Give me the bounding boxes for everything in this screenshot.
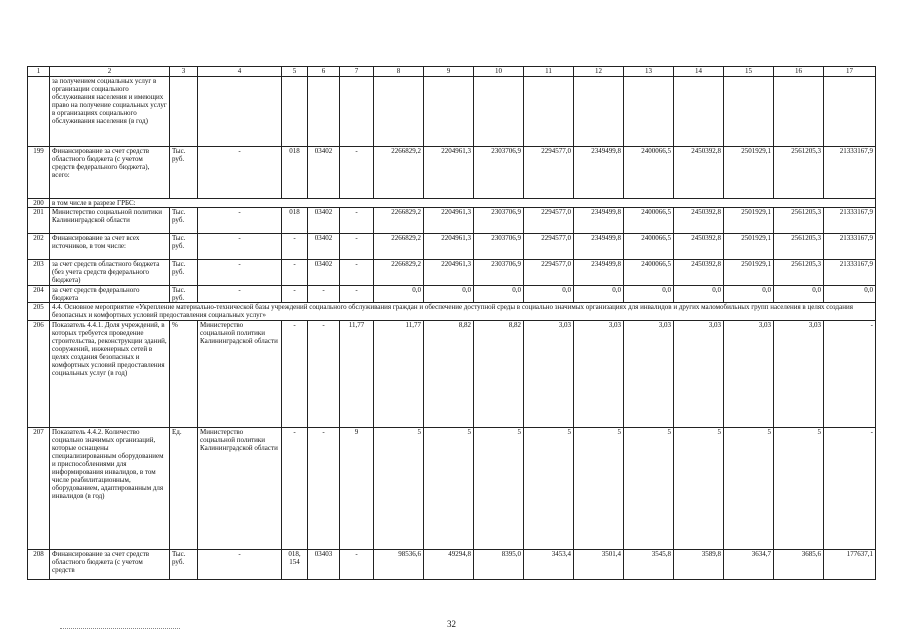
value-cell: 2303706,9 <box>474 147 524 199</box>
department-cell: - <box>198 286 282 303</box>
table-body <box>28 77 876 580</box>
value-cell <box>424 77 474 147</box>
table-row <box>28 260 876 286</box>
value-cell: 3453,4 <box>524 550 574 580</box>
value-cell <box>574 77 624 147</box>
value-cell: 2450392,8 <box>674 208 724 234</box>
department-cell <box>198 77 282 147</box>
value-cell: 2294577,0 <box>524 208 574 234</box>
value-cell: 2294577,0 <box>524 234 574 260</box>
header-cell: 10 <box>474 67 524 77</box>
unit-cell: Тыс. руб. <box>170 147 198 199</box>
value-cell: 2501929,1 <box>724 260 774 286</box>
code-cell: - <box>282 234 308 260</box>
row-number-cell: 202 <box>28 234 50 260</box>
code-cell: - <box>282 428 308 550</box>
scan-artifact <box>60 628 180 630</box>
row-number-cell: 208 <box>28 550 50 580</box>
table-row <box>28 286 876 303</box>
unit-cell: Тыс. руб. <box>170 260 198 286</box>
value-cell: 2561205,3 <box>774 208 824 234</box>
value-cell: 98536,6 <box>374 550 424 580</box>
value-cell <box>724 77 774 147</box>
value-cell: 3,03 <box>574 321 624 428</box>
code-cell: - <box>282 321 308 428</box>
value-cell: 8,82 <box>474 321 524 428</box>
header-cell: 16 <box>774 67 824 77</box>
header-cell: 11 <box>524 67 574 77</box>
value-cell: 2501929,1 <box>724 208 774 234</box>
code-cell: - <box>282 260 308 286</box>
header-cell: 4 <box>198 67 282 77</box>
indicator-name-cell: Финансирование за счет всех источников, в том числе: <box>50 234 170 260</box>
department-cell: - <box>198 260 282 286</box>
value-cell: 2266829,2 <box>374 208 424 234</box>
row-number-cell: 200 <box>28 199 50 208</box>
code-cell <box>282 77 308 147</box>
value-cell: 21333167,9 <box>824 234 876 260</box>
indicator-name-cell: Министерство социальной политики Калининградской области <box>50 208 170 234</box>
value-cell: 2303706,9 <box>474 234 524 260</box>
table-row <box>28 234 876 260</box>
value-cell: 3,03 <box>524 321 574 428</box>
value-cell <box>624 77 674 147</box>
header-cell: 14 <box>674 67 724 77</box>
table-row <box>28 199 876 208</box>
unit-cell: Тыс. руб. <box>170 550 198 580</box>
value-cell: 8395,0 <box>474 550 524 580</box>
code-cell: 018, 154 <box>282 550 308 580</box>
indicator-name-cell: Показатель 4.4.1. Доля учреждений, в которых требуется проведение строительства, реконструкции зданий, сооружений, инженерных сетей в целях создания безопасных и комфортных условий предоставления социальных услуг (в год) <box>50 321 170 428</box>
header-cell: 2 <box>50 67 170 77</box>
value-cell: 3589,8 <box>674 550 724 580</box>
value-cell: - <box>340 550 374 580</box>
value-cell: 11,77 <box>340 321 374 428</box>
value-cell: 8,82 <box>424 321 474 428</box>
value-cell: 2450392,8 <box>674 234 724 260</box>
header-cell: 3 <box>170 67 198 77</box>
value-cell: 2561205,3 <box>774 234 824 260</box>
value-cell: 3501,4 <box>574 550 624 580</box>
value-cell: 11,77 <box>374 321 424 428</box>
value-cell: 2400066,5 <box>624 208 674 234</box>
row-number-cell: 207 <box>28 428 50 550</box>
value-cell: 0,0 <box>374 286 424 303</box>
value-cell: - <box>340 260 374 286</box>
value-cell: 2450392,8 <box>674 260 724 286</box>
value-cell: 2400066,5 <box>624 147 674 199</box>
value-cell: 2501929,1 <box>724 147 774 199</box>
row-number-cell <box>28 77 50 147</box>
value-cell: 5 <box>724 428 774 550</box>
department-cell: - <box>198 234 282 260</box>
value-cell: 0,0 <box>774 286 824 303</box>
value-cell: 2204961,3 <box>424 147 474 199</box>
header-cell: 12 <box>574 67 624 77</box>
code-cell <box>308 77 340 147</box>
value-cell <box>474 77 524 147</box>
value-cell: 0,0 <box>724 286 774 303</box>
header-cell: 17 <box>824 67 876 77</box>
value-cell <box>674 77 724 147</box>
value-cell: 2349499,8 <box>574 234 624 260</box>
value-cell: 49294,8 <box>424 550 474 580</box>
department-cell: - <box>198 147 282 199</box>
table-row <box>28 303 876 321</box>
code-cell: 018 <box>282 208 308 234</box>
value-cell: 3,03 <box>774 321 824 428</box>
unit-cell: Тыс. руб. <box>170 234 198 260</box>
indicator-name-cell: Финансирование за счет средств областного бюджета (с учетом средств <box>50 550 170 580</box>
value-cell: 2266829,2 <box>374 147 424 199</box>
value-cell: 3545,8 <box>624 550 674 580</box>
value-cell: 2400066,5 <box>624 260 674 286</box>
value-cell: 5 <box>424 428 474 550</box>
value-cell: 2266829,2 <box>374 234 424 260</box>
value-cell: 21333167,9 <box>824 260 876 286</box>
value-cell <box>374 77 424 147</box>
value-cell <box>524 77 574 147</box>
indicator-name-cell: Показатель 4.4.2. Количество социально значимых организаций, которые оснащены специализированным оборудованием и приспособлениями для информирования инвалидов, в том числе реабилитационным, оборудованием, адаптированным для инвалидов (в год) <box>50 428 170 550</box>
unit-cell: % <box>170 321 198 428</box>
unit-cell: Тыс. руб. <box>170 208 198 234</box>
value-cell: 3685,6 <box>774 550 824 580</box>
value-cell: 2294577,0 <box>524 147 574 199</box>
value-cell: - <box>340 234 374 260</box>
indicator-name-cell: за счет средств федерального бюджета <box>50 286 170 303</box>
indicator-name-cell: за счет средств областного бюджета (без учета средств федерального бюджета) <box>50 260 170 286</box>
value-cell: 0,0 <box>624 286 674 303</box>
row-number-cell: 204 <box>28 286 50 303</box>
value-cell: - <box>824 321 876 428</box>
value-cell <box>774 77 824 147</box>
value-cell: 3634,7 <box>724 550 774 580</box>
value-cell: 2303706,9 <box>474 208 524 234</box>
header-cell: 7 <box>340 67 374 77</box>
section-title-cell: в том числе в разрезе ГРБС: <box>50 199 876 208</box>
table-row <box>28 428 876 550</box>
unit-cell: Ед. <box>170 428 198 550</box>
value-cell: 2561205,3 <box>774 260 824 286</box>
value-cell: 3,03 <box>624 321 674 428</box>
section-title-cell: 4.4. Основное мероприятие «Укрепление материально-технической базы учреждений социального обслуживания граждан и обеспечение доступной среды в социально значимых организациях для инвалидов и других маломобильных групп населения в целях создания безопасных и комфортных условий предоставления социальных услуг» <box>50 303 876 321</box>
value-cell: 0,0 <box>424 286 474 303</box>
page-number: 32 <box>447 619 456 629</box>
value-cell: 2349499,8 <box>574 208 624 234</box>
header-cell: 9 <box>424 67 474 77</box>
value-cell <box>340 77 374 147</box>
department-cell: - <box>198 550 282 580</box>
value-cell: 3,03 <box>674 321 724 428</box>
department-cell: Министерство социальной политики Калининградской области <box>198 428 282 550</box>
value-cell: 0,0 <box>674 286 724 303</box>
value-cell: 5 <box>674 428 724 550</box>
table-row <box>28 550 876 580</box>
value-cell: 2266829,2 <box>374 260 424 286</box>
row-number-cell: 206 <box>28 321 50 428</box>
value-cell: 2294577,0 <box>524 260 574 286</box>
header-cell: 8 <box>374 67 424 77</box>
value-cell: 0,0 <box>824 286 876 303</box>
value-cell: 5 <box>574 428 624 550</box>
value-cell: 2303706,9 <box>474 260 524 286</box>
value-cell: 2204961,3 <box>424 234 474 260</box>
value-cell: - <box>340 147 374 199</box>
value-cell: 5 <box>474 428 524 550</box>
value-cell: 0,0 <box>474 286 524 303</box>
value-cell: 2561205,3 <box>774 147 824 199</box>
header-cell: 6 <box>308 67 340 77</box>
value-cell: 9 <box>340 428 374 550</box>
header-cell: 1 <box>28 67 50 77</box>
unit-cell: Тыс. руб. <box>170 286 198 303</box>
code-cell: 03402 <box>308 260 340 286</box>
budget-table <box>27 66 876 580</box>
code-cell: - <box>282 286 308 303</box>
value-cell: 21333167,9 <box>824 208 876 234</box>
value-cell: - <box>340 286 374 303</box>
value-cell: 5 <box>524 428 574 550</box>
row-number-cell: 201 <box>28 208 50 234</box>
code-cell: 018 <box>282 147 308 199</box>
value-cell: 177637,1 <box>824 550 876 580</box>
value-cell: 2349499,8 <box>574 260 624 286</box>
value-cell: 5 <box>774 428 824 550</box>
unit-cell <box>170 77 198 147</box>
code-cell: 03402 <box>308 147 340 199</box>
indicator-name-cell: Финансирование за счет средств областного бюджета (с учетом средств федерального бюджета), всего: <box>50 147 170 199</box>
value-cell: 2349499,8 <box>574 147 624 199</box>
value-cell: 5 <box>624 428 674 550</box>
row-number-cell: 203 <box>28 260 50 286</box>
table-row <box>28 77 876 147</box>
value-cell: 0,0 <box>524 286 574 303</box>
department-cell: - <box>198 208 282 234</box>
code-cell: 03402 <box>308 234 340 260</box>
table-row <box>28 208 876 234</box>
value-cell: 2204961,3 <box>424 260 474 286</box>
value-cell <box>824 77 876 147</box>
table-row <box>28 147 876 199</box>
value-cell: 21333167,9 <box>824 147 876 199</box>
code-cell: - <box>308 428 340 550</box>
code-cell: - <box>308 321 340 428</box>
indicator-name-cell: за получением социальных услуг в организации социального обслуживания населения и имеющих право на получение социальных услуг в организациях социального обслуживания населения (в год) <box>50 77 170 147</box>
header-row <box>28 67 876 77</box>
value-cell: 0,0 <box>574 286 624 303</box>
value-cell: - <box>340 208 374 234</box>
code-cell: 03403 <box>308 550 340 580</box>
row-number-cell: 205 <box>28 303 50 321</box>
header-cell: 13 <box>624 67 674 77</box>
value-cell: 2204961,3 <box>424 208 474 234</box>
department-cell: Министерство социальной политики Калининградской области <box>198 321 282 428</box>
table-row <box>28 321 876 428</box>
row-number-cell: 199 <box>28 147 50 199</box>
value-cell: 2501929,1 <box>724 234 774 260</box>
code-cell: 03402 <box>308 208 340 234</box>
value-cell: 2400066,5 <box>624 234 674 260</box>
value-cell: 5 <box>374 428 424 550</box>
value-cell: 3,03 <box>724 321 774 428</box>
value-cell: - <box>824 428 876 550</box>
code-cell: - <box>308 286 340 303</box>
header-cell: 5 <box>282 67 308 77</box>
header-cell: 15 <box>724 67 774 77</box>
value-cell: 2450392,8 <box>674 147 724 199</box>
